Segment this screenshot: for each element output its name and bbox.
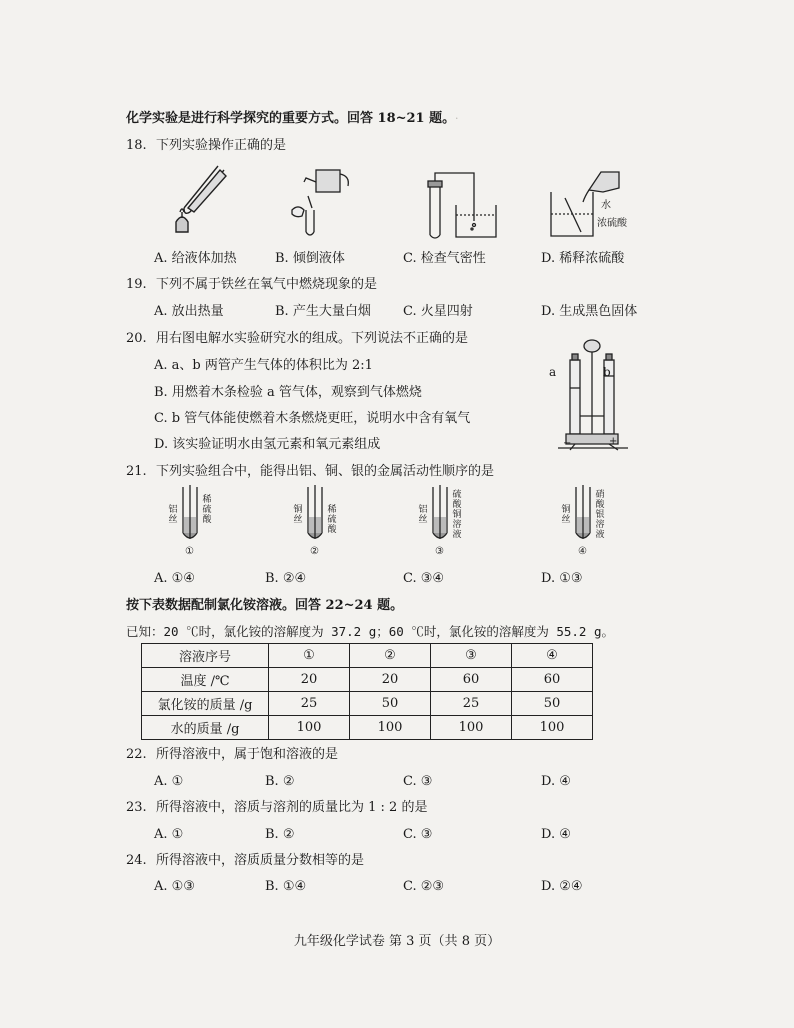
table-cell: 50 — [512, 692, 593, 716]
q19-option-c[interactable]: C. 火星四射 — [403, 304, 473, 319]
question-text: 所得溶液中，属于饱和溶液的是 — [156, 747, 339, 762]
q21-option-b[interactable]: B. ②④ — [265, 571, 307, 586]
question-number: 24. — [126, 853, 147, 868]
label-tube-a: a — [549, 365, 557, 379]
table-cell: 100 — [269, 716, 350, 740]
q21-option-d[interactable]: D. ①③ — [541, 571, 583, 586]
row-header: 溶液序号 — [142, 644, 269, 668]
test-tube-4 — [573, 485, 593, 547]
q20-option-b[interactable]: B. 用燃着木条检验 a 管气体，观察到气体燃烧 — [154, 385, 422, 400]
row-header: 温度 /℃ — [142, 668, 269, 692]
q24-option-d[interactable]: D. ②④ — [541, 879, 583, 894]
q18-option-c[interactable]: C. 检查气密性 — [403, 251, 486, 266]
table-cell: 100 — [431, 716, 512, 740]
label-electrode-plus: + — [609, 436, 618, 447]
q18-option-b[interactable]: B. 倾倒液体 — [275, 251, 345, 266]
question-number: 21. — [126, 464, 147, 479]
table-row — [142, 716, 593, 740]
q18-option-a[interactable]: A. 给液体加热 — [154, 251, 237, 266]
table-cell: ① — [269, 644, 350, 668]
q19-option-b[interactable]: B. 产生大量白烟 — [275, 304, 371, 319]
table-row — [142, 692, 593, 716]
q23-option-c[interactable]: C. ③ — [403, 827, 433, 842]
table-cell: 100 — [350, 716, 431, 740]
q20-option-d[interactable]: D. 该实验证明水由氢元素和氧元素组成 — [154, 437, 381, 452]
table-cell: ④ — [512, 644, 593, 668]
table-cell: ② — [350, 644, 431, 668]
tube-4-wire-label: 铜丝 — [561, 505, 571, 525]
question-text: 用右图电解水实验研究水的组成。下列说法不正确的是 — [156, 331, 469, 346]
test-tube-3 — [430, 485, 450, 547]
tube-2-liquid-label: 稀硫酸 — [327, 505, 337, 535]
question-text: 所得溶液中，溶质质量分数相等的是 — [156, 853, 365, 868]
question-18 — [126, 137, 286, 155]
solution-data-table — [141, 643, 593, 740]
table-cell: 20 — [269, 668, 350, 692]
table-row — [142, 668, 593, 692]
label-water: 水 — [601, 200, 611, 211]
question-text: 下列实验操作正确的是 — [156, 138, 287, 153]
question-20 — [126, 330, 468, 348]
table-cell: 60 — [512, 668, 593, 692]
table-cell: 100 — [512, 716, 593, 740]
tube-1-liquid-label: 稀硫酸 — [202, 495, 212, 525]
figure-diluting-acid — [545, 162, 625, 242]
tube-2-mark: ② — [310, 546, 319, 557]
tube-4-liquid-label: 硝酸银溶液 — [595, 490, 605, 540]
question-23 — [126, 799, 427, 817]
q24-option-c[interactable]: C. ②③ — [403, 879, 445, 894]
page-footer: 九年级化学试卷 第 3 页（共 8 页） — [293, 934, 501, 949]
figure-heating-liquid — [170, 160, 240, 238]
question-number: 22. — [126, 747, 147, 762]
figure-pouring-liquid — [282, 160, 362, 238]
q20-option-a[interactable]: A. a、b 两管产生气体的体积比为 2:1 — [154, 358, 373, 373]
row-header: 氯化铵的质量 /g — [142, 692, 269, 716]
q23-option-b[interactable]: B. ② — [265, 827, 295, 842]
figure-air-tightness — [418, 165, 518, 243]
question-text: 下列不属于铁丝在氧气中燃烧现象的是 — [156, 277, 378, 292]
tube-4-mark: ④ — [578, 546, 587, 557]
q20-option-c[interactable]: C. b 管气体能使燃着木条燃烧更旺，说明水中含有氧气 — [154, 411, 471, 426]
row-header: 水的质量 /g — [142, 716, 269, 740]
q22-option-b[interactable]: B. ② — [265, 774, 295, 789]
q23-option-d[interactable]: D. ④ — [541, 827, 571, 842]
q18-option-d[interactable]: D. 稀释浓硫酸 — [541, 251, 625, 266]
q22-option-c[interactable]: C. ③ — [403, 774, 433, 789]
q21-option-a[interactable]: A. ①④ — [154, 571, 195, 586]
question-text: 所得溶液中，溶质与溶剂的质量比为 1 : 2 的是 — [156, 800, 428, 815]
table-cell: ③ — [431, 644, 512, 668]
q21-option-c[interactable]: C. ③④ — [403, 571, 445, 586]
table-cell: 20 — [350, 668, 431, 692]
q22-option-d[interactable]: D. ④ — [541, 774, 571, 789]
test-tube-1 — [180, 485, 200, 547]
question-text: 下列实验组合中，能得出铝、铜、银的金属活动性顺序的是 — [156, 464, 495, 479]
q19-option-a[interactable]: A. 放出热量 — [154, 304, 224, 319]
question-19 — [126, 276, 377, 294]
q19-option-d[interactable]: D. 生成黑色固体 — [541, 304, 638, 319]
label-concentrated-acid: 浓硫酸 — [597, 218, 627, 229]
label-tube-b: b — [603, 365, 611, 379]
tube-3-wire-label: 铝丝 — [418, 505, 428, 525]
test-tube-2 — [305, 485, 325, 547]
table-row — [142, 644, 593, 668]
tube-3-liquid-label: 硫酸铜溶液 — [452, 490, 462, 540]
question-number: 23. — [126, 800, 147, 815]
q24-option-b[interactable]: B. ①④ — [265, 879, 307, 894]
label-electrode-minus: − — [563, 438, 572, 449]
table-cell: 25 — [269, 692, 350, 716]
question-number: 20. — [126, 331, 147, 346]
question-22 — [126, 746, 338, 764]
tube-3-mark: ③ — [435, 546, 444, 557]
q22-option-a[interactable]: A. ① — [154, 774, 184, 789]
tube-2-wire-label: 铜丝 — [293, 505, 303, 525]
section-intro-22-24: 按下表数据配制氯化铵溶液。回答 22~24 题。 — [126, 598, 404, 613]
known-condition: 已知：20 ℃时，氯化铵的溶解度为 37.2 g；60 ℃时，氯化铵的溶解度为 55.2 g。 — [126, 624, 615, 639]
tube-1-mark: ① — [185, 546, 194, 557]
section-intro-18-21: 化学实验是进行科学探究的重要方式。回答 18~21 题。 — [126, 111, 456, 126]
question-number: 18. — [126, 138, 147, 153]
figure-electrolysis-apparatus — [548, 330, 638, 455]
table-cell: 25 — [431, 692, 512, 716]
bleed-through: · — [455, 112, 459, 125]
question-21 — [126, 463, 494, 481]
table-cell: 50 — [350, 692, 431, 716]
q24-option-a[interactable]: A. ①③ — [154, 879, 195, 894]
table-cell: 60 — [431, 668, 512, 692]
question-number: 19. — [126, 277, 147, 292]
tube-1-wire-label: 铝丝 — [168, 505, 178, 525]
question-24 — [126, 852, 364, 870]
q23-option-a[interactable]: A. ① — [154, 827, 184, 842]
